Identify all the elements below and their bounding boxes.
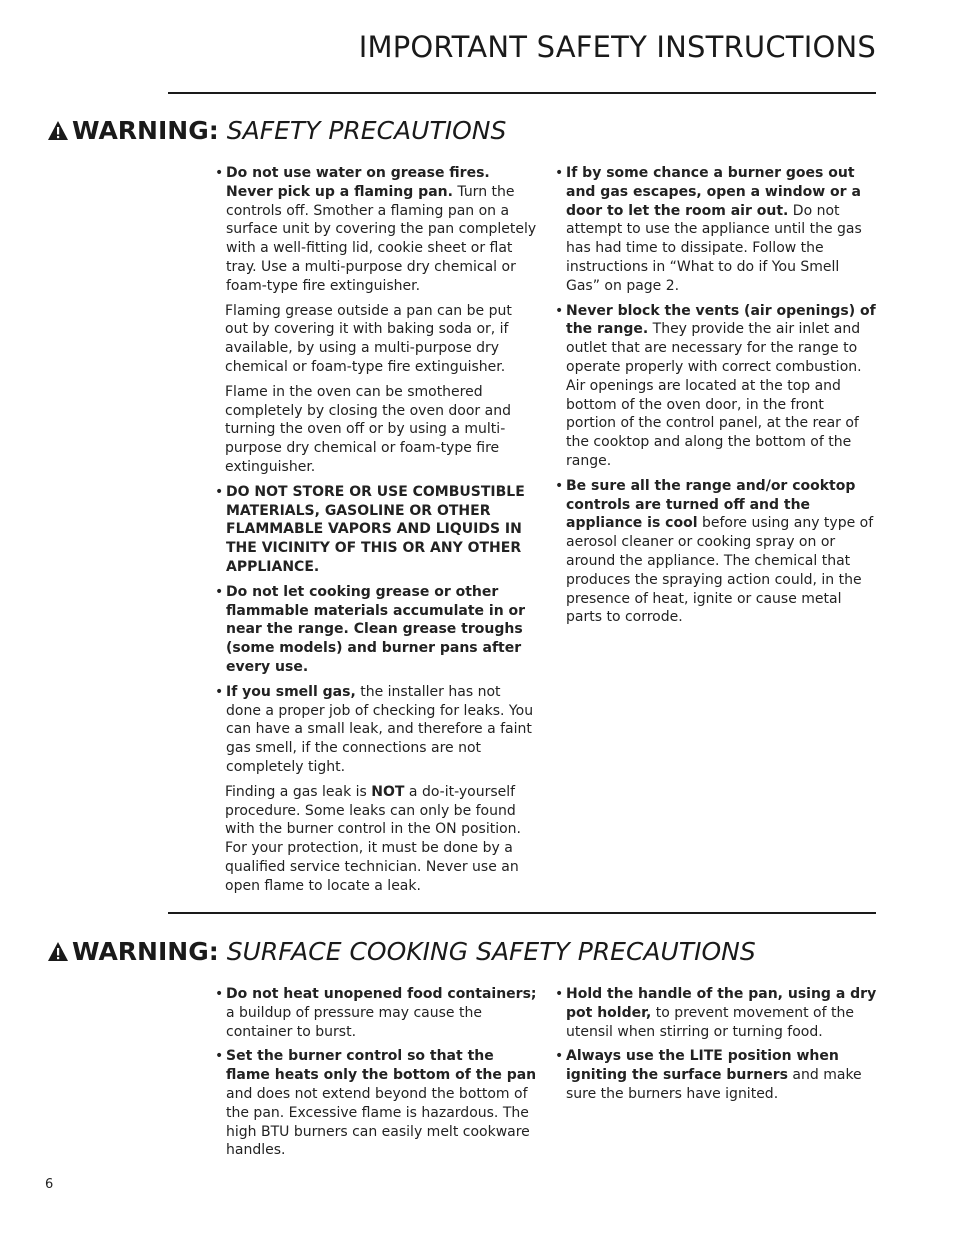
paragraph-emphasis: NOT [371, 783, 405, 800]
item-text: and make sure the burners have ignited. [566, 1067, 862, 1102]
list-item: • Hold the handle of the pan, using a dry pot holder, to prevent movement of the utensil when stirring or turning food. [555, 986, 877, 1040]
list-item: • DO NOT STORE OR USE COMBUSTIBLE MATERIALS, GASOLINE OR OTHER FLAMMABLE VAPORS AND LIQUIDS IN THE VICINITY OF THIS OR ANY OTHER APPLIANCE. [215, 483, 525, 575]
page-title: IMPORTANT SAFETY INSTRUCTIONS [358, 30, 876, 64]
item-emphasis: Always use the LITE position when igniting the surface burners [566, 1048, 839, 1084]
surface-right-column [555, 985, 877, 1110]
item-text: Do not attempt to use the appliance until the gas has had time to dissipate. Follow the instructions in “What to do if You Smell Gas” on page 2. [566, 202, 862, 294]
warning-triangle-icon [47, 120, 69, 141]
section-heading-safety [47, 116, 506, 145]
list-item: • Never block the vents (air openings) of the range. They provide the air inlet and outlet that are necessary for the range to operate properly with correct combustion. Air openings are located at the top and bottom of the oven door, in the front portion of the control panel, at the rear of the cooktop and along the bottom of the range. [555, 302, 876, 469]
middle-rule [168, 912, 876, 914]
item-text: a buildup of pressure may cause the container to burst. [226, 1004, 482, 1040]
item-emphasis: DO NOT STORE OR USE COMBUSTIBLE MATERIALS, GASOLINE OR OTHER FLAMMABLE VAPORS AND LIQUIDS IN THE VICINITY OF THIS OR ANY OTHER APPLIANCE. [226, 483, 525, 575]
item-emphasis: Do not heat unopened food containers; [226, 986, 537, 1002]
warning-label: WARNING: [72, 116, 219, 145]
item-emphasis: If you smell gas, [226, 683, 356, 700]
item-text: and does not extend beyond the bottom of the pan. Excessive flame is hazardous. The high BTU burners can easily melt cookware handles. [226, 1085, 530, 1159]
surface-left-column [215, 985, 537, 1166]
section-heading-surface-cooking [47, 937, 756, 966]
item-text: the installer has not done a proper job of checking for leaks. You can have a small leak, and therefore a faint gas smell, if the connections are not completely tight. [226, 683, 534, 775]
item-emphasis: Hold the handle of the pan, using a dry pot holder, [566, 986, 877, 1021]
item-text: Turn the controls off. Smother a flaming pan on a surface unit by covering the pan completely with a well-fitting lid, cookie sheet or flat tray. Use a multi-purpose dry chemical or foam-type fire extinguisher. [226, 183, 537, 294]
item-emphasis: Do not use water on grease fires. Never pick up a flaming pan. [226, 165, 490, 200]
top-rule [168, 92, 876, 94]
item-text: to prevent movement of the utensil when stirring or turning food. [566, 1004, 854, 1040]
list-item: • Be sure all the range and/or cooktop controls are turned off and the appliance is cool before using any type of aerosol cleaner or cooking spray on or around the appliance. The chemical that produces the spraying action could, in the presence of heat, ignite or cause metal parts to corrode. [555, 477, 874, 626]
page-number: 6 [45, 1177, 54, 1192]
section-title: SURFACE COOKING SAFETY PRECAUTIONS [226, 937, 756, 966]
item-text: before using any type of aerosol cleaner or cooking spray on or around the appliance. The chemical that produces the spraying action could, in the presence of heat, ignite or cause metal parts to corrode. [566, 515, 874, 626]
item-emphasis: Be sure all the range and/or cooktop controls are turned off and the appliance is cool [566, 477, 856, 532]
item-emphasis: Set the burner control so that the flame heats only the bottom of the pan [226, 1048, 537, 1084]
list-item: • Do not heat unopened food containers; a buildup of pressure may cause the container to burst. [215, 986, 537, 1040]
section-title: SAFETY PRECAUTIONS [226, 116, 507, 145]
paragraph [215, 783, 537, 896]
list-item: • Set the burner control so that the flame heats only the bottom of the pan and does not extend beyond the bottom of the pan. Excessive flame is hazardous. The high BTU burners can easily melt cookware handles. [215, 1048, 537, 1159]
list-item: • If you smell gas, the installer has not done a proper job of checking for leaks. You can have a small leak, and therefore a faint gas smell, if the connections are not completely tight. [215, 683, 534, 775]
list-item: • Always use the LITE position when igniting the surface burners and make sure the burners have ignited. [555, 1048, 862, 1102]
list-item: • Do not use water on grease fires. Never pick up a flaming pan. Turn the controls off. Smother a flaming pan on a surface unit by covering the pan completely with a well-fitting lid, cookie sheet or flat tray. Use a multi-purpose dry chemical or foam-type fire extinguisher. [215, 165, 537, 294]
safety-right-column [555, 164, 877, 633]
paragraph: Flaming grease outside a pan can be put out by covering it with baking soda or, if available, by using a multi-purpose dry chemical or foam-type fire extinguisher. [225, 302, 512, 375]
item-emphasis: Do not let cooking grease or other flammable materials accumulate in or near the range. Clean grease troughs (some models) and burner pans after every use. [226, 583, 526, 675]
warning-label: WARNING: [72, 937, 219, 966]
safety-left-column [215, 164, 537, 901]
warning-triangle-icon [47, 941, 69, 962]
item-emphasis: Never block the vents (air openings) of the range. [566, 302, 876, 338]
paragraph-text: Finding a gas leak is [225, 783, 372, 800]
paragraph: Flame in the oven can be smothered completely by closing the oven door and turning the oven off or by using a multi-purpose dry chemical or foam-type fire extinguisher. [225, 383, 511, 475]
item-emphasis: If by some chance a burner goes out and gas escapes, open a window or a door to let the room air out. [566, 165, 861, 219]
list-item: • If by some chance a burner goes out and gas escapes, open a window or a door to let the room air out. Do not attempt to use the appliance until the gas has had time to dissipate. Follow the instructions in “What to do if You Smell Gas” on page 2. [555, 165, 862, 294]
paragraph-text: a do-it-yourself procedure. Some leaks can only be found with the burner control in the ON position. For your protection, it must be done by a qualified service technician. Never use an open flame to locate a leak. [225, 783, 522, 894]
list-item: • Do not let cooking grease or other flammable materials accumulate in or near the range. Clean grease troughs (some models) and burner pans after every use. [215, 583, 526, 675]
item-text: They provide the air inlet and outlet that are necessary for the range to operate properly with correct combustion. Air openings are located at the top and bottom of the oven door, in the front portion of the control panel, at the rear of the cooktop and along the bottom of the range. [566, 321, 862, 469]
